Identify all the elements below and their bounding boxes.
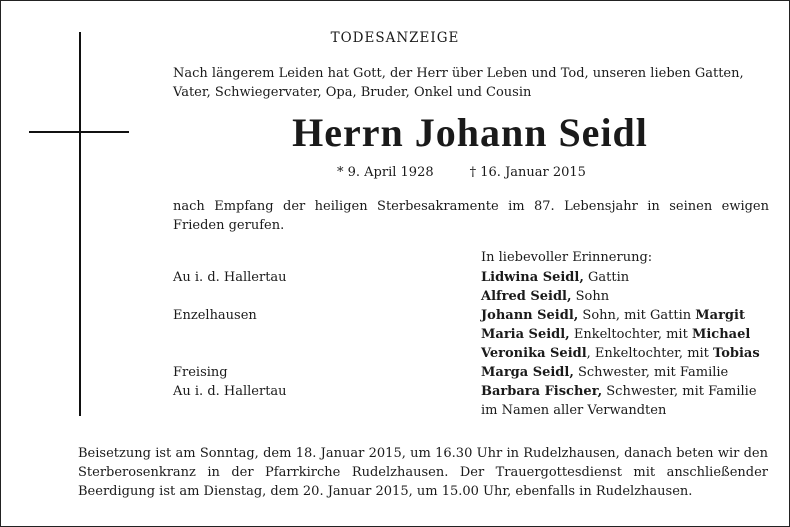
mourners-list [481, 268, 760, 420]
place-item [173, 287, 287, 306]
places-column [173, 268, 287, 420]
funeral-details: Beisetzung ist am Sonntag, dem 18. Januar 2015, um 16.30 Uhr in Rudelzhausen, danach beten wir den Sterberosenkranz in der Pfarrkirche Rudelzhausen. Der Trauergottesdienst mit anschließender Beerdigung ist am Dienstag, dem 20. Januar 2015, um 15.00 Uhr, ebenfalls in Rudelzhausen. [78, 446, 768, 499]
place-item: Freising [173, 365, 228, 380]
mourner-name: Barbara Fischer, [481, 384, 603, 399]
place-item: Enzelhausen [173, 308, 257, 323]
mourner-name: Marga Seidl, [481, 365, 574, 380]
mourner-name: Maria Seidl, [481, 327, 570, 342]
mourner-name: Alfred Seidl, [481, 289, 572, 304]
mourner-relation: Sohn, mit Gattin [578, 308, 696, 323]
mourner-entry [481, 325, 760, 344]
mourner-name: Lidwina Seidl, [481, 270, 584, 285]
intro-text: Nach längerem Leiden hat Gott, der Herr über Leben und Tod, unseren lieben Gatten, Vater, Schwiegervater, Opa, Bruder, Onkel und Cousin [173, 66, 744, 100]
mourner-entry [481, 306, 760, 325]
mourner-entry [481, 382, 760, 401]
mourner-extra: Michael [691, 327, 751, 342]
mourner-extra: Margit [695, 308, 745, 323]
mourner-name: Johann Seidl, [481, 308, 579, 323]
mourner-relation: Sohn [571, 289, 610, 304]
memory-line: In liebevoller Erinnerung: [481, 250, 653, 265]
mourner-relation: , Enkeltochter, mit [586, 346, 714, 361]
mourner-entry [481, 401, 760, 420]
place-item [173, 344, 287, 363]
birth-date: * 9. April 1928 [337, 165, 434, 180]
mourner-name: Veronika Seidl [481, 346, 587, 361]
notice-heading: TODESANZEIGE [330, 30, 460, 46]
mourner-relation: Gattin [583, 270, 630, 285]
mourner-entry [481, 287, 760, 306]
cross-vertical-bar [79, 32, 81, 416]
mourner-relation: Enkeltochter, mit [569, 327, 692, 342]
place-item [173, 325, 287, 344]
mourner-relation: im Namen aller Verwandten [481, 403, 667, 418]
mourner-extra: Tobias [713, 346, 760, 361]
mourner-relation: Schwester, mit Familie [573, 365, 729, 380]
mourner-relation: Schwester, mit Familie [602, 384, 757, 399]
place-item: Au i. d. Hallertau [173, 270, 287, 285]
mourner-entry [481, 268, 760, 287]
passing-text: nach Empfang der heiligen Sterbesakramente im 87. Lebensjahr in seinen ewigen Frieden gerufen. [173, 199, 769, 233]
place-item: Au i. d. Hallertau [173, 384, 287, 399]
mourner-entry [481, 344, 760, 363]
deceased-name: Herrn Johann Seidl [292, 110, 648, 155]
death-date: † 16. Januar 2015 [469, 165, 586, 180]
place-item [173, 401, 287, 420]
life-dates [337, 165, 586, 180]
mourner-entry [481, 363, 760, 382]
